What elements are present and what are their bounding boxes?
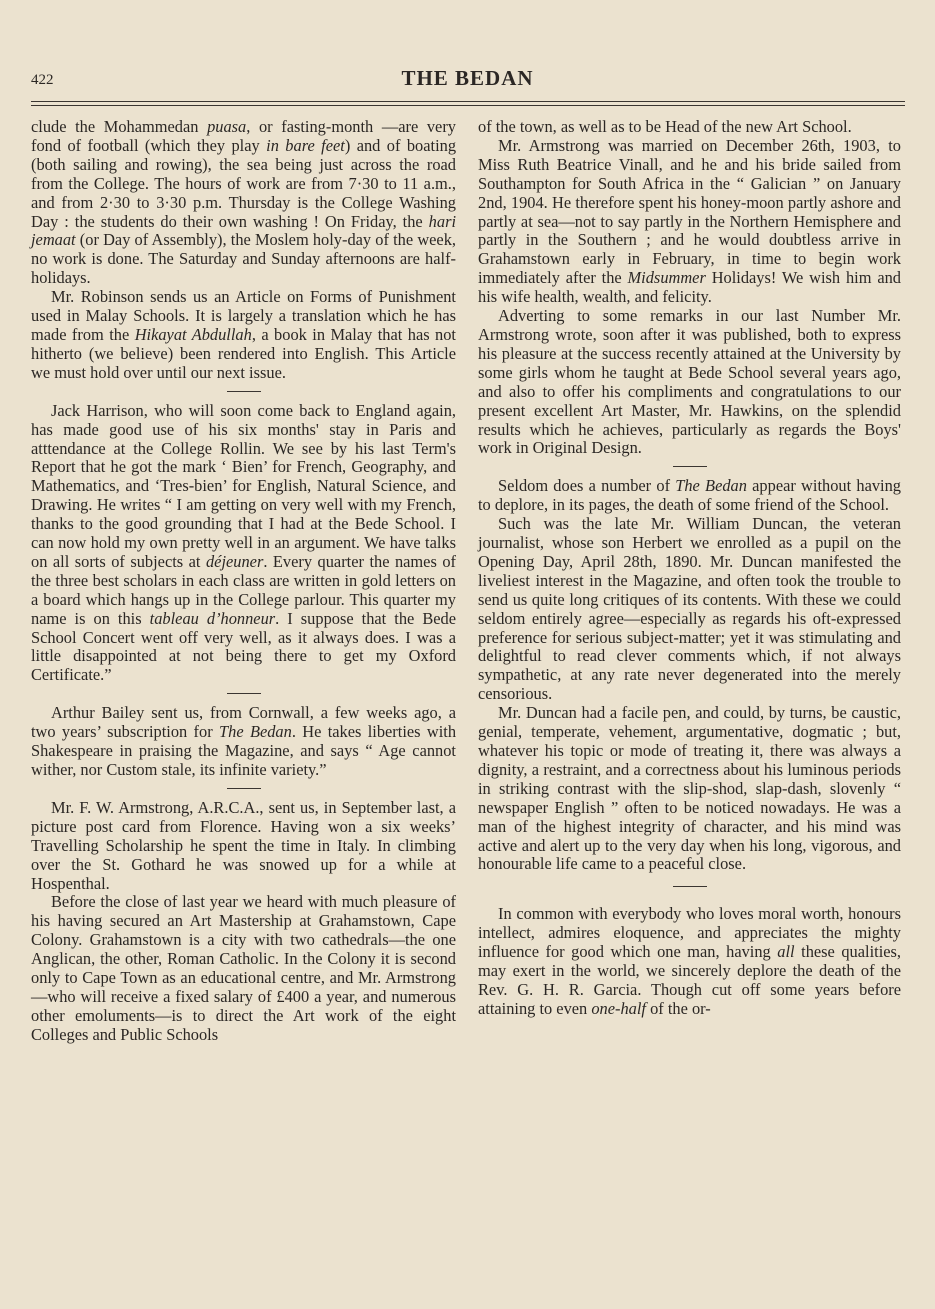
section-divider [673, 466, 707, 467]
paragraph-jack-harrison: Jack Harrison, who will soon come back to England again, has made good use of his six months' stay in Paris and atttendance at the College Rollin. We see by his last Term's Report that he got the mark ‘ Bien’ for French, Geography, and Mathematics, and ‘Tres-bien’ for English, Natural Science, and Drawing. He writes “ I am getting on very well with my French, thanks to the good grounding that I had at the Bede School. I can now hold my own pretty well in an argument. We have talks on all sorts of subjects at déjeuner. Every quarter the names of the three best scholars in each class are written in gold letters on a board which hangs up in the College parlour. This quarter my name is on this tableau d’honneur. I suppose that the Bede School Concert went off very well, as it always does. I was a little disappointed at not being there to get my Oxford Certificate.” [31, 400, 457, 685]
paragraph-adverting: Adverting to some remarks in our last Number Mr. Armstrong wrote, soon after it was published, both to express his pleasure at the success recently attained at the University by some girls whom he taught at Bede School several years ago, and also to offer his compliments and congratulations to our present excellent Art Master, Mr. Hawkins, on the splendid results which he achieves, particularly as regards the Boys' work in Original Design. [478, 306, 901, 458]
section-divider [227, 391, 261, 392]
left-column [31, 118, 456, 1045]
running-title: THE BEDAN [401, 66, 534, 90]
paragraph-arthur-bailey: Arthur Bailey sent us, from Cornwall, a few weeks ago, a two years’ subscription for The Bedan. He takes liberties with Shakespeare in praising the Magazine, and says “ Age cannot wither, nor Custom stale, its infinite variety.” [31, 703, 457, 779]
paragraph-armstrong-postcard: Mr. F. W. Armstrong, A.R.C.A., sent us, in September last, a picture post card from Florence. Having won a six weeks’ Travelling Scholarship he spent the time in Italy. In climbing over the St. Gothard he was snowed up for a while at Hospenthal. [31, 797, 456, 893]
section-divider [673, 886, 707, 887]
paragraph-fasting-month: clude the Mohammedan puasa, or fasting-month —are very fond of football (which they play in bare feet) and of boating (both sailing and rowing), the sea being just across the road from the College. The hours of work are from 7·30 to 11 a.m., and from 2·30 to 3·30 p.m. Thursday is the College Washing Day : the students do their own washing ! On Friday, the hari jemaat (or Day of Assembly), the Moslem holy-day of the week, no work is done. The Saturday and Sunday afternoons are half-holidays. [31, 117, 457, 288]
section-divider [227, 788, 261, 789]
paragraph-art-mastership: Before the close of last year we heard with much pleasure of his having secured an Art Mastership at Grahamstown, Cape Colony. Grahamstown is a city with two cathedrals—the one Anglican, the other, Roman Catholic. In the Colony it is second only to Cape Town as an educational centre, and Mr. Armstrong—who will receive a fixed salary of £400 a year, and numerous other emoluments—is to direct the Art work of the eight Colleges and Public Schools [31, 892, 456, 1044]
paragraph-william-duncan: Such was the late Mr. William Duncan, the veteran journalist, whose son Herbert we enrolled as a pupil on the Opening Day, April 28th, 1890. Mr. Duncan manifested the liveliest interest in the Magazine, and often took the trouble to send us quite long critiques of its contents. With these we could seldom entirely agree—especially as regards his oft-expressed preference for serious subject-matter; yet it was stimulating and delightful to read clever comments which, if not always sympathetic, at any rate never degenerated into the merely censorious. [478, 514, 901, 704]
header-rule-bottom [31, 105, 905, 106]
right-column [478, 118, 901, 1019]
page-number: 422 [31, 72, 54, 88]
paragraph-armstrong-married: Mr. Armstrong was married on December 26th, 1903, to Miss Ruth Beatrice Vinall, and he and his bride sailed from Southampton for South Africa in the “ Galician ” on January 2nd, 1904. He therefore spent his honey-moon partly ashore and partly at sea—not to say partly in the Northern Hemisphere and partly in the Southern ; and he would doubtless arrive in Grahamstown early in February, in time to begin work immediately after the Midsummer Holidays! We wish him and his wife health, wealth, and felicity. [478, 135, 901, 307]
paragraph-robinson: Mr. Robinson sends us an Article on Forms of Punishment used in Malay Schools. It is largely a translation which he has made from the Hikayat Abdullah, a book in Malay that has not hitherto (we believe) been rendered into English. This Article we must hold over until our next issue. [31, 287, 456, 382]
header-rule-top [31, 101, 905, 102]
paragraph-duncan-pen: Mr. Duncan had a facile pen, and could, by turns, be caustic, genial, temperate, vehement, argumentative, dogmatic ; but, whatever his topic or mode of treating it, there was always a dignity, a restraint, and a correctness about his luminous periods in striking contrast with the slip-shod, slap-dash, slovenly “ newspaper English ” often to be noticed nowadays. He was a man of the highest integrity of character, and his mind was active and alert up to the very day when his long, vigorous, and honourable life came to a peaceful close. [478, 703, 901, 874]
paragraph-seldom: Seldom does a number of The Bedan appear without having to deplore, in its pages, the death of some friend of the School. [478, 476, 901, 515]
paragraph-art-school: of the town, as well as to be Head of the new Art School. [478, 117, 852, 136]
page-header [0, 64, 935, 100]
paragraph-garcia: In common with everybody who loves moral worth, honours intellect, admires eloquence, and appreciates the mighty influence for good which one man, having all these qualities, may exert in the world, we sincerely deplore the death of the Rev. G. H. R. Garcia. Though cut off some years before attaining to even one-half of the or- [478, 904, 901, 1018]
section-divider [227, 693, 261, 694]
